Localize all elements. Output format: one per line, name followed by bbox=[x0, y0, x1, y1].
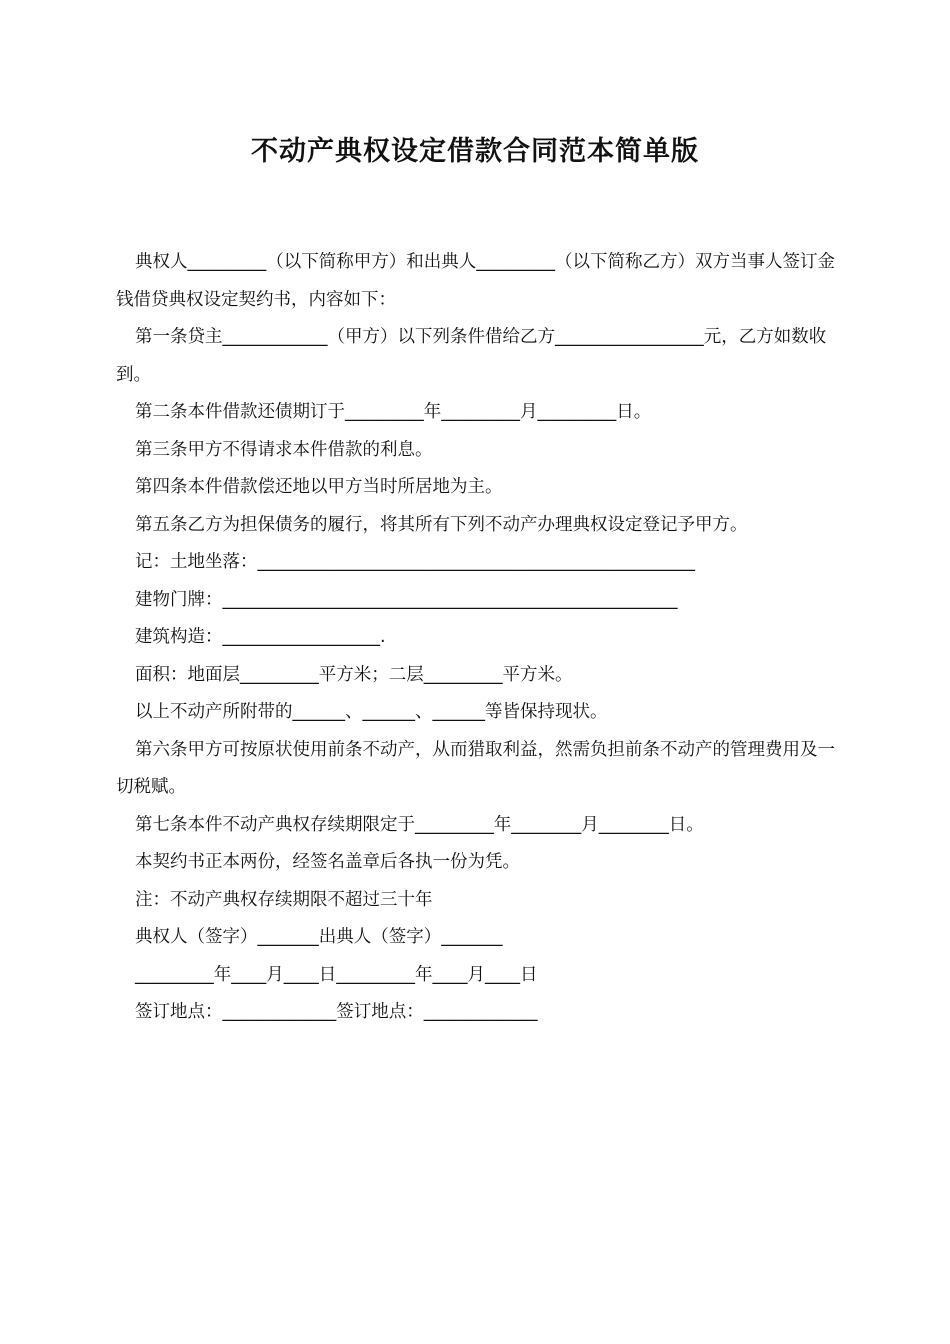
note-line: 注：不动产典权存续期限不超过三十年 bbox=[135, 889, 433, 910]
building-structure-line: 建筑构造：__________________. bbox=[135, 627, 386, 647]
land-location-line: 记：土地坐落：__________________________________________________ bbox=[135, 552, 695, 572]
signature-line: 典权人（签字）_______出典人（签字）_______ bbox=[135, 927, 503, 947]
attachments-line: 以上不动产所附带的______、______、______等皆保持现状。 bbox=[135, 702, 608, 722]
date-line: _________年____月____日_________年____月____日 bbox=[135, 964, 538, 985]
area-line: 面积：地面层_________平方米；二层_________平方米。 bbox=[135, 664, 573, 685]
article-3: 第三条甲方不得请求本件借款的利息。 bbox=[135, 439, 433, 460]
copies-clause: 本契约书正本两份，经签名盖章后各执一份为凭。 bbox=[135, 852, 520, 872]
document-body bbox=[116, 244, 838, 1032]
article-2: 第二条本件借款还债期订于_________年_________月_________日。 bbox=[135, 402, 652, 422]
signing-place-line: 签订地点：_____________签订地点：_____________ bbox=[135, 1002, 538, 1022]
article-7: 第七条本件不动产典权存续期限定于_________年________月________日。 bbox=[135, 814, 704, 835]
building-number-line: 建物门牌：____________________________________________________ bbox=[135, 589, 678, 610]
intro-paragraph: 典权人_________（以下简称甲方）和出典人_________（以下简称乙方）双方当事人签订金钱借贷典权设定契约书，内容如下： bbox=[116, 252, 835, 310]
document-title: 不动产典权设定借款合同范本简单版 bbox=[251, 136, 699, 167]
article-5: 第五条乙方为担保债务的履行，将其所有下列不动产办理典权设定登记予甲方。 bbox=[135, 514, 748, 535]
article-1: 第一条贷主____________（甲方）以下列条件借给乙方_________________元，乙方如数收到。 bbox=[116, 327, 827, 385]
article-6: 第六条甲方可按原状使用前条不动产，从而猎取利益，然需负担前条不动产的管理费用及一切税赋。 bbox=[116, 739, 835, 797]
article-4: 第四条本件借款偿还地以甲方当时所居地为主。 bbox=[135, 477, 503, 497]
